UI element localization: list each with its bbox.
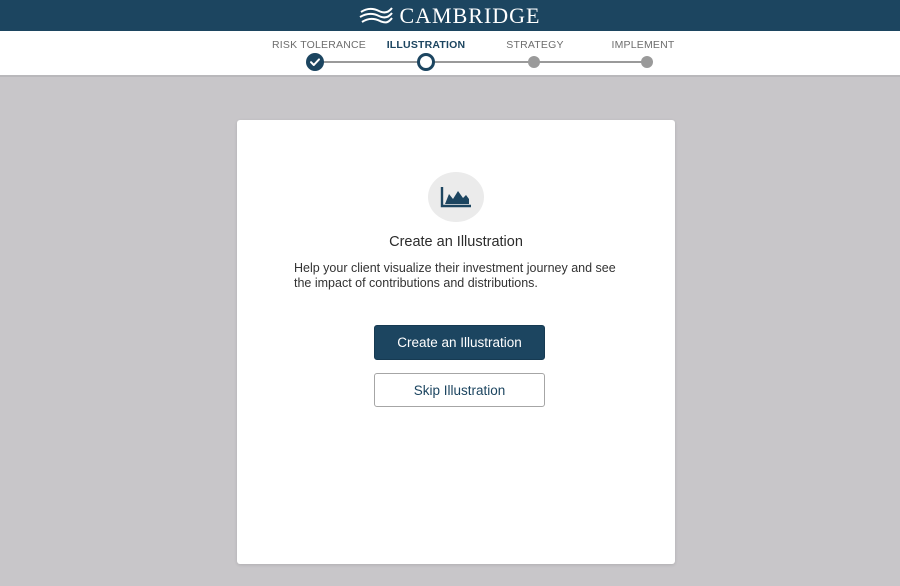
illustration-card [237,120,675,564]
card-title: Create an Illustration [389,234,523,250]
brand-logo[interactable] [359,3,540,29]
card-description: Help your client visualize their investment journey and see the impact of contributions and distributions. [294,261,616,290]
step-risk-tolerance[interactable] [259,39,379,51]
step-illustration[interactable] [366,39,486,51]
area-chart-icon [440,186,472,208]
step-label: IMPLEMENT [611,39,675,51]
wave-logo-icon [359,6,393,26]
create-illustration-button[interactable]: Create an Illustration [374,325,545,360]
progress-stepper [0,31,900,77]
step-upcoming-dot[interactable] [641,56,653,68]
step-implement[interactable] [583,39,703,51]
step-upcoming-dot[interactable] [528,56,540,68]
icon-badge [428,172,484,222]
checkmark-icon [306,53,324,71]
step-connector [322,61,642,63]
step-complete-check-icon[interactable] [306,53,324,71]
skip-illustration-button[interactable]: Skip Illustration [374,373,545,407]
step-label: STRATEGY [506,39,564,51]
step-label: RISK TOLERANCE [271,39,367,51]
step-current-dot[interactable] [417,53,435,71]
top-header-bar [0,0,900,31]
step-label: ILLUSTRATION [386,39,466,51]
brand-name: CAMBRIDGE [399,2,541,28]
step-strategy[interactable] [475,39,595,51]
